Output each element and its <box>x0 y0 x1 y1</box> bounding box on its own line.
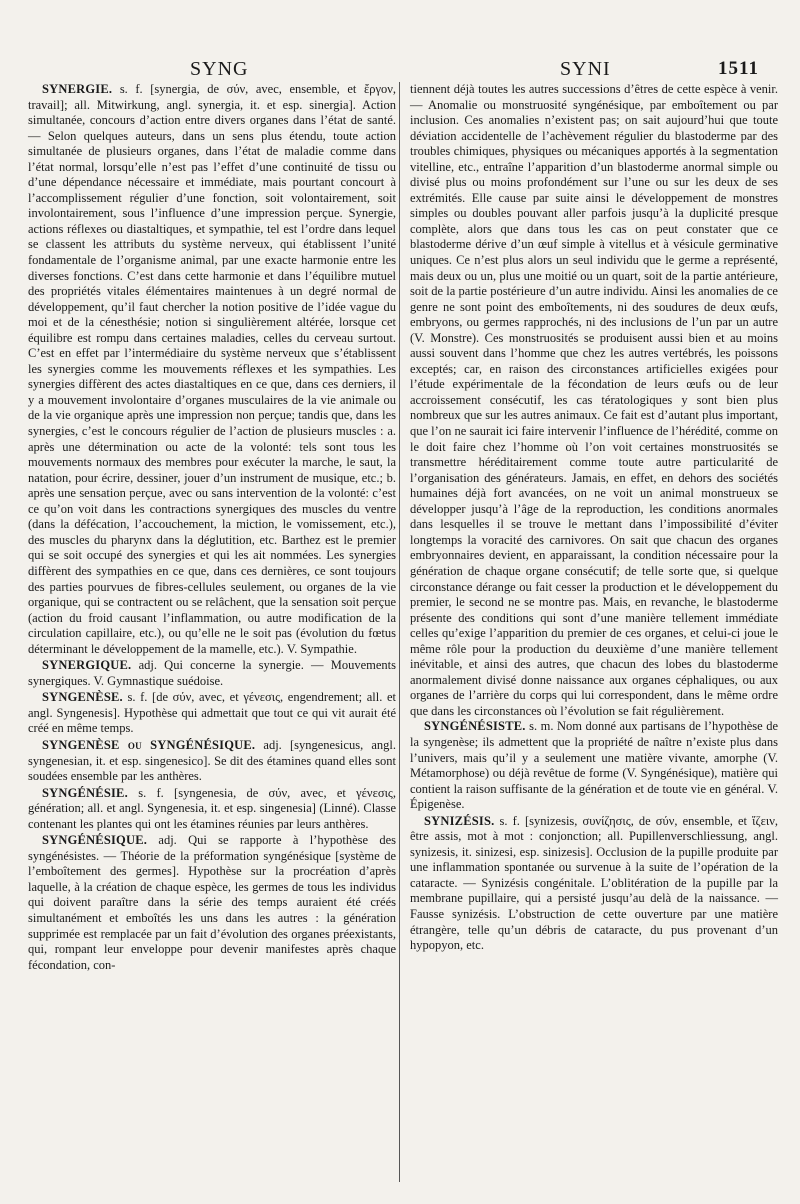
entry-syngenese <box>28 690 396 737</box>
running-head-center: SYNI <box>560 58 611 80</box>
running-head-left: SYNG <box>190 58 249 80</box>
headword: SYNGÉNÉSISTE. <box>424 719 526 734</box>
entry-syngenesie <box>28 786 396 833</box>
entry-syngenese-adj <box>28 738 396 785</box>
entry-syngenesique <box>28 833 396 973</box>
definition: s. f. [syngenesia, de σύν, avec, et γένεσις, génération; all. et angl. Syngenesia, it. et esp. singenesia] (Linné). Classe contenant les plantes qui ont les étamines réunies par leurs anthères. <box>28 785 397 831</box>
entry-synergie <box>28 82 396 657</box>
headword: SYNERGIE. <box>42 82 113 96</box>
headword: SYNGÉNÉSIE. <box>42 785 128 800</box>
headword: SYNGÉNÉSIQUE. <box>42 833 148 848</box>
page-number: 1511 <box>718 58 759 79</box>
definition: s. f. [de σύν, avec, et γένεσις, engendrement; all. et angl. Syngenesis]. Hypothèse qui admettait que tout ce qui vit aurait été créé en même temps. <box>28 690 396 736</box>
definition: adj. Qui se rapporte à l’hypothèse des syngénésistes. — Théorie de la préformation syngénésique [système de l’emboîtement des germes]. Hypothèse sur la procréation d’après laquelle, à la création de chaque espèce, les germes de tous les individus qui doivent paraître dans la série des temps auraient été créés simultanément et emboîtés les uns dans les autres : la génération supprimée est remplacée par un fait d’évolution des organes préexistants, qui, rompant leur enveloppe pour devenir manifestes après chaque fécondation, con- <box>28 833 397 972</box>
right-column <box>410 82 778 955</box>
headword: SYNIZÉSIS. <box>424 813 495 828</box>
definition: s. f. [synergia, de σύν, avec, ensemble, et ἔργον, travail]; all. Mitwirkung, angl. synergia, it. et esp. sinergia]. Action simultanée, concours d’action entre divers organes dans l’état de santé. — Selon quelques auteurs, dans un sens plus étendu, toute action simultanée de plusieurs organes, dans l’état de maladie comme dans l’état normal, lorsqu’elle n’est pas l’effet d’une continuité de tissu ou d’une dépendance nécessaire et immédiate, mais pourtant concourt à l’accomplissement régulier d’une fonction, soit volontairement, soit involontairement, sous l’influence d’une impression perçue. Synergie, actions réflexes ou diastaltiques, et sympathie, tel est l’ordre dans lequel se classent les attributs du système nerveux, qui établissent l’unité fondamentale de l’organisme animal, par une exacte harmonie entre les diverses fonctions. C’est dans cette harmonie et dans l’équilibre mutuel des propriétés vitales élémentaires maintenues à un degré normal de développement, qu’il faut chercher la notion positive de l’idée vague du moi et de la cénesthésie; notion si singulièrement altérée, lorsque cet équilibre est rompu dans certaines maladies, celles du cerveau surtout. C’est en effet par l’intermédiaire du système nerveux que s’établissent les synergies comme les mouvements réflexes et les sympathies. Les synergies diffèrent des actes diastaltiques en ce que, dans ces derniers, il y a mouvement involontaire d’organes musculaires de la vie animale ou de la vie organique après une impression non perçue; tandis que, dans les synergies, c’est le concours régulier de l’action de plusieurs muscles : a. après une détermination ou acte de la volonté: tels sont tous les mouvements normaux des membres pour exécuter la marche, le saut, la natation, pour écrire, dessiner, jouer d’un instrument de musique, etc.; b. après une sensation perçue, avec ou sans intervention de la volonté: c’est ce qu’on voit dans les contractions synergiques des muscles du ventre (dans la défécation, l’accouchement, la miction, le vomissement, etc.), des muscles du pharynx dans la déglutition, etc. Barthez est le premier qui se soit occupé des synergies et qui les ait nommées. Les synergies diffèrent des sympathies en ce que, dans ces dernières, ce sont toujours des parties pourvues de fibres-cellules seulement, ou organes de la vie organique, qui se contractent ou se relâchent, que la sensation soit perçue (action du froid causant l’inflammation, ou autre modification de la circulation capillaire, etc.), ou qu’elle ne le soit pas (évolution du fœtus déterminant le développement de la mamelle, etc.). V. Sympathie. <box>28 82 396 656</box>
definition: adj. [syngenesicus, angl. syngenesian, it. et esp. singenesico]. Se dit des étamines quand elles sont soudées ensemble par les anthères. <box>28 737 397 784</box>
entry-synizesis <box>410 814 778 954</box>
definition: s. m. Nom donné aux partisans de l’hypothèse de la syngenèse; ils admettent que la propriété de naître n’existe plus dans l’univers, mais qu’il y a seulement une matière vivante, amorphe (V. Métamorphose) ou déjà revêtue de forme (V. Syngénésique), matière qui contient la raison suffisante de la génération et de toute vie en général. V. Épigenèse. <box>410 719 778 812</box>
definition: adj. Qui concerne la synergie. — Mouvements synergiques. V. Gymnastique suédoise. <box>28 658 397 688</box>
column-divider <box>399 82 400 1182</box>
left-column <box>28 82 396 974</box>
headword: SYNGENÈSE. <box>42 690 123 705</box>
headword: SYNERGIQUE. <box>42 658 132 673</box>
headword: SYNGENÈSE ou SYNGÉNÉSIQUE. <box>42 737 256 752</box>
definition: s. f. [synizesis, συνίζησις, de σύν, ensemble, et ἵζειν, être assis, mot à mot : conjonction; all. Pupillenverschliessung, angl. synizesis, it. sinizesi, esp. sinizesis]. Occlusion de la pupille produite par une inflammation spontanée ou survenue à la suite de l’opération de la cataracte. — Synizésis congénitale. L’oblitération de la pupille par la membrane pupillaire, qui a persisté jusqu’au delà de la naissance. — Fausse synizésis. L’obstruction de cette ouverture par une matière étrangère, telle qu’un débris de cataracte, du pus provenant d’un hypopyon, etc. <box>410 813 779 953</box>
entry-syngenesiste <box>410 719 778 812</box>
entry-synergique <box>28 658 396 689</box>
definition: tiennent déjà toutes les autres successions d’êtres de cette espèce à venir. — Anomalie ou monstruosité syngénésique, par emboîtement ou par inclusion. Ces anomalies n’existent pas; on sait aujourd’hui que toute déviation accidentelle de l’achèvement régulier du blastoderme par des troubles chimiques, physiques ou mécaniques apportés à la segmentation vitelline, etc., entraîne l’apparition d’un blastoderme anormal simple ou divisé plus ou moins profondément sur l’une ou sur les deux de ses extrémités. Elle cause par suite ainsi le développement de monstres simples ou doubles pouvant aller parfois jusqu’à la duplicité presque complète, alors que dans tous les cas on peut constater que ce blastoderme dérive d’un œuf simple à vitellus et à vésicule germinative uniques. Ce n’est plus alors un seul individu que le germe a représenté, mais deux ou un, plus une moitié ou un quart, soit de la partie antérieure, soit de la partie postérieure d’un autre individu. Ainsi les anomalies de ce genre ne sont point des emboîtements, ni des soudures de deux œufs, embryons, ou germes rapprochés, ni des inclusions de l’un par un autre (V. Monstre). Ces monstruosités se produisent aussi bien et au moins aussi souvent dans l’homme que chez les autres vertébrés, les poissons exceptés; car, en raison des circonstances artificielles exigées pour l’étude expérimentale de la fécondation de leurs œufs ou de leur accroissement consécutif, les cas tératologiques y sont bien plus nombreux que sur les autres animaux. Ce fait est d’autant plus important, que l’on ne saurait ici faire intervenir l’influence de l’hérédité, comme on le doit faire chez l’homme où l’on voit certaines monstruosités se transmettre héréditairement comme toute autre particularité de l’organisation des générateurs. Jamais, en effet, en dehors des sociétés humaines déjà fort avancées, on ne voit un animal monstrueux se développer jusqu’à l’âge de la reproduction, les conditions anormales dans lesquelles il se trouve le mettant dans l’impossibilité d’éviter longtemps la voracité des carnivores. On sait que chacun des organes embryonnaires devient, en apparaissant, la condition nécessaire pour la génération de chaque organe consécutif; de telle sorte que, si quelque circonstance dérange ou fait cesser la production et le développement du premier, le second ne se montre pas. Mais, en revanche, le blastoderme présente des conditions qui sont d’une manière tellement immédiate celles qu’exige l’apparition du premier de ces organes, et celui-ci joue le même rôle pour la production du deuxième d’une manière tellement inévitable, et ainsi des autres, que chacun des lobes du blastoderme anormalement divisé donne naissance aux organes céphaliques, ou aux organes de l’arrière du corps qui lui correspondent, dans le même ordre que dans les circonstances où l’évolution se fait régulièrement. <box>410 82 778 718</box>
entry-continuation <box>410 82 778 719</box>
